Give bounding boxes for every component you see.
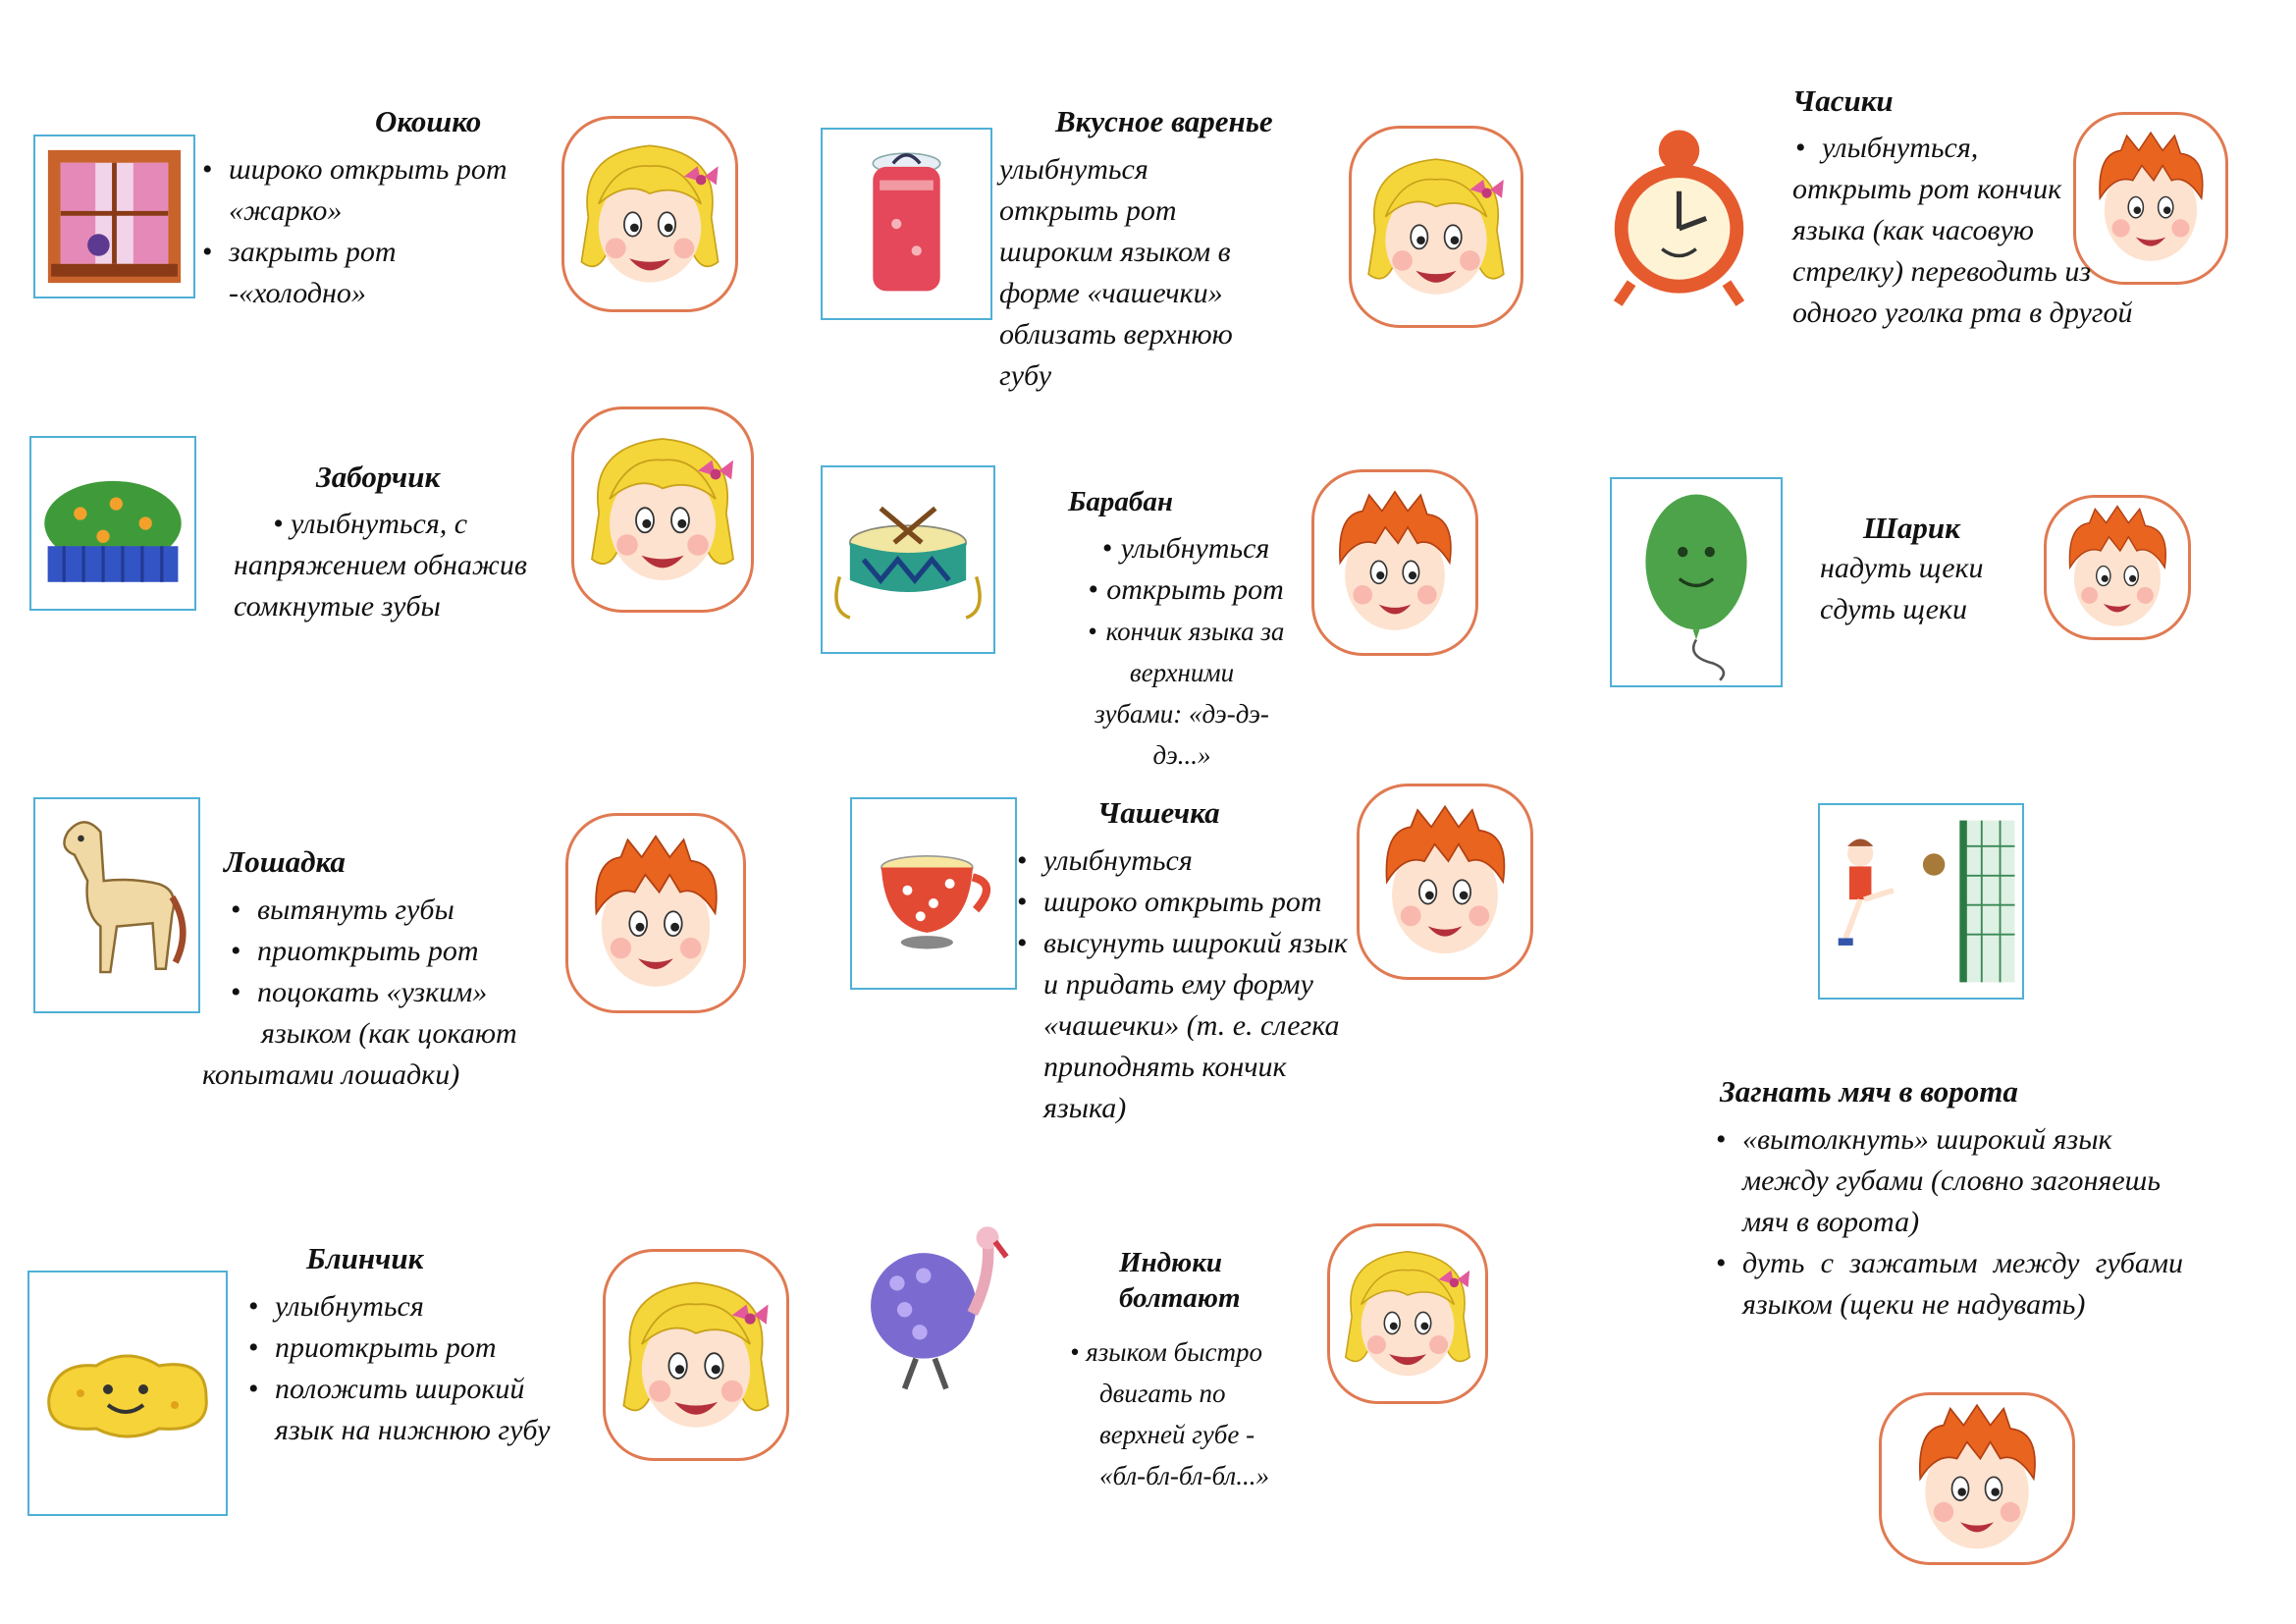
chasiki-line-2: открыть рот кончик: [1792, 173, 2062, 205]
boy-face-icon: [565, 813, 746, 1013]
varenye-line-6: губу: [999, 359, 1052, 392]
drum-picture: [821, 465, 995, 654]
zaborchik-title: Заборчик: [316, 460, 441, 494]
okoshko-bullet-1: • широко открыть рот «жарко»: [202, 149, 556, 232]
okoshko-bullet-2-cont: -«холодно»: [229, 277, 366, 309]
baraban-bullet-1: • улыбнуться: [1035, 528, 1329, 569]
varenye-text: [999, 149, 1294, 397]
green-balloon-picture: [1610, 477, 1783, 687]
sharik-line-1: надуть щеки: [1820, 552, 1984, 584]
baraban-bullet-2: • открыть рот: [1035, 569, 1329, 611]
chasiki-line-5: одного уголка рта в другой: [1792, 297, 2133, 329]
indyuki-title-1: Индюки: [1119, 1247, 1223, 1278]
indyuki-title-2: болтают: [1119, 1282, 1241, 1314]
chasiki-text: [1792, 128, 2205, 334]
varenye-line-5: облизать верхнюю: [999, 318, 1233, 351]
varenye-line-1: улыбнуться: [999, 153, 1148, 186]
girl-face-icon: [561, 116, 738, 312]
okoshko-title: Окошко: [375, 104, 482, 138]
window-picture: [33, 135, 195, 298]
chasiki-line-4: стрелку) переводить из: [1792, 255, 2092, 288]
girl-face-icon: [571, 406, 754, 613]
loshadka-bullet-2: • приоткрыть рот: [202, 931, 575, 972]
myach-text: [1716, 1119, 2183, 1326]
boy-face-icon: [1357, 784, 1533, 980]
loshadka-bullet-1: • вытянуть губы: [202, 890, 575, 931]
chashechka-title: Чашечка: [1097, 795, 1220, 830]
loshadka-text: [202, 890, 575, 1096]
horse-picture: [33, 797, 200, 1013]
chasiki-title: Часики: [1792, 83, 1894, 118]
blinchik-bullet-1: • улыбнуться: [247, 1286, 581, 1327]
chasiki-line-3: языка (как часовую: [1792, 214, 2034, 246]
baraban-title: Барабан: [1068, 486, 1173, 517]
loshadka-line-5: копытами лошадки): [202, 1058, 460, 1091]
myach-bullet-1: • «вытолкнуть» широкий язык между губами (словно загоняешь мяч в ворота): [1716, 1119, 2183, 1243]
baraban-line-6: дэ...»: [1152, 740, 1211, 770]
baraban-line-5: зубами: «дэ-дэ-: [1095, 699, 1269, 729]
baraban-bullet-3: • кончик языка за: [1035, 611, 1329, 652]
okoshko-text: [202, 149, 556, 314]
boy-face-icon: [2044, 495, 2191, 640]
loshadka-title: Лошадка: [224, 844, 346, 879]
blinchik-text: [247, 1286, 581, 1451]
chashechka-text: [1017, 840, 1361, 1129]
turkey-picture: [846, 1196, 1039, 1412]
sharik-line-2: сдуть щеки: [1820, 593, 1967, 625]
girl-face-icon: [1327, 1223, 1488, 1404]
teacup-picture: [850, 797, 1017, 990]
chashechka-bullet-2: • широко открыть рот: [1017, 882, 1361, 923]
alarm-clock-picture: [1592, 106, 1766, 324]
chasiki-bullet-1: • улыбнуться,: [1792, 128, 2205, 169]
boy-face-icon: [1311, 469, 1478, 656]
blinchik-bullet-2: • приоткрыть рот: [247, 1327, 581, 1369]
varenye-line-3: широким языком в: [999, 236, 1231, 268]
baraban-line-4: верхними: [1129, 658, 1235, 687]
loshadka-line-4: языком (как цокают: [261, 1017, 517, 1050]
boy-kicking-ball-picture: [1818, 803, 2024, 1000]
hedge-fence-picture: [29, 436, 196, 611]
indyuki-line-2: двигать по: [1099, 1379, 1226, 1408]
blinchik-title: Блинчик: [306, 1241, 424, 1275]
girl-face-icon: [603, 1249, 789, 1461]
myach-title: Загнать мяч в ворота: [1720, 1074, 2018, 1109]
blinchik-bullet-3: • положить широкий язык на нижнюю губу: [247, 1369, 581, 1451]
girl-face-icon: [1349, 126, 1523, 328]
indyuki-line-1: • языком быстро: [1070, 1337, 1262, 1367]
sharik-title: Шарик: [1863, 511, 1960, 545]
indyuki-line-4: «бл-бл-бл-бл...»: [1099, 1461, 1269, 1490]
pancake-picture: [27, 1271, 228, 1516]
zaborchik-line-2: напряжением обнажив: [234, 549, 527, 581]
jam-jar-picture: [821, 128, 992, 320]
myach-bullet-2: • дуть с зажатым между губами языком (щеки не надувать): [1716, 1243, 2183, 1326]
baraban-text: [1035, 528, 1329, 776]
chashechka-bullet-3: • высунуть широкий язык и придать ему форму «чашечки» (т. е. слегка приподнять кончик языка): [1017, 923, 1361, 1129]
zaborchik-line-3: сомкнутые зубы: [234, 590, 441, 623]
indyuki-line-3: верхней губе -: [1099, 1420, 1255, 1449]
sharik-text: [1820, 548, 2036, 630]
loshadka-bullet-3: • поцокать «узким»: [202, 972, 575, 1013]
varenye-line-2: открыть рот: [999, 194, 1177, 227]
varenye-line-4: форме «чашечки»: [999, 277, 1223, 309]
zaborchik-line-1: • улыбнуться, с: [273, 508, 468, 540]
boy-face-icon: [1879, 1392, 2075, 1565]
chashechka-bullet-1: • улыбнуться: [1017, 840, 1361, 882]
indyuki-text: [1070, 1331, 1325, 1496]
okoshko-bullet-2: • закрыть рот: [202, 232, 556, 273]
varenye-title: Вкусное варенье: [1055, 104, 1273, 138]
zaborchik-text: [234, 504, 567, 627]
